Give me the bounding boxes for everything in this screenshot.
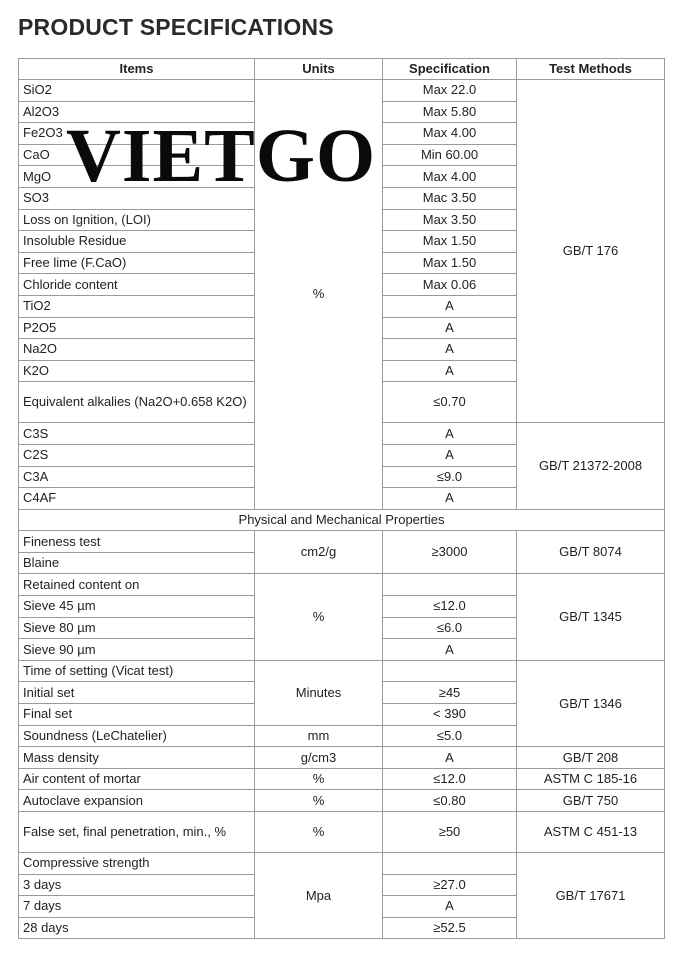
vietgo-watermark: VIETGO (66, 114, 377, 198)
item-cell: P2O5 (19, 317, 255, 339)
spec-cell: ≥45 (383, 682, 517, 704)
item-cell: Compressive strength (19, 853, 255, 875)
method-cell: GB/T 750 (517, 790, 665, 812)
spec-cell: Max 4.00 (383, 166, 517, 188)
spec-cell: ≤9.0 (383, 466, 517, 488)
table-row (19, 853, 665, 875)
item-cell: CaO (19, 144, 255, 166)
unit-cell: cm2/g (255, 531, 383, 574)
spec-cell: A (383, 488, 517, 510)
spec-cell: A (383, 747, 517, 769)
method-cell: GB/T 17671 (517, 853, 665, 939)
method-cell: GB/T 176 (517, 80, 665, 423)
spec-cell: A (383, 896, 517, 918)
spec-cell (383, 574, 517, 596)
spec-cell: < 390 (383, 704, 517, 726)
item-cell: 7 days (19, 896, 255, 918)
method-cell: GB/T 21372-2008 (517, 423, 665, 509)
spec-cell (383, 660, 517, 682)
spec-cell: A (383, 295, 517, 317)
item-cell: Initial set (19, 682, 255, 704)
item-cell: Soundness (LeChatelier) (19, 725, 255, 747)
item-cell: Sieve 90 µm (19, 639, 255, 661)
item-cell: SiO2 (19, 80, 255, 102)
unit-cell: mm (255, 725, 383, 747)
table-row (19, 812, 665, 853)
spec-cell: ≤5.0 (383, 725, 517, 747)
method-cell: ASTM C 185-16 (517, 768, 665, 790)
header-row (19, 59, 665, 80)
spec-cell: ≤12.0 (383, 768, 517, 790)
unit-cell: % (255, 80, 383, 510)
spec-cell: A (383, 317, 517, 339)
item-cell: Air content of mortar (19, 768, 255, 790)
section-title: Physical and Mechanical Properties (19, 509, 665, 531)
spec-cell: ≤6.0 (383, 617, 517, 639)
header-items: Items (19, 59, 255, 80)
item-cell: Time of setting (Vicat test) (19, 660, 255, 682)
spec-cell: Max 1.50 (383, 231, 517, 253)
spec-cell: ≥52.5 (383, 917, 517, 939)
item-cell: False set, final penetration, min., % (19, 812, 255, 853)
method-cell: ASTM C 451-13 (517, 812, 665, 853)
item-cell: Retained content on (19, 574, 255, 596)
method-cell: GB/T 8074 (517, 531, 665, 574)
item-cell: Loss on Ignition, (LOI) (19, 209, 255, 231)
item-cell: Sieve 45 µm (19, 596, 255, 618)
header-units: Units (255, 59, 383, 80)
unit-cell: Mpa (255, 853, 383, 939)
item-cell: TiO2 (19, 295, 255, 317)
item-cell: C3S (19, 423, 255, 445)
spec-cell: Max 4.00 (383, 123, 517, 145)
table-row (19, 80, 665, 102)
table-row (19, 531, 665, 553)
table-row (19, 574, 665, 596)
spec-cell: A (383, 423, 517, 445)
table-row (19, 768, 665, 790)
item-cell: Equivalent alkalies (Na2O+0.658 K2O) (19, 382, 255, 423)
spec-cell: Max 3.50 (383, 209, 517, 231)
method-cell: GB/T 1346 (517, 660, 665, 746)
item-cell: Autoclave expansion (19, 790, 255, 812)
spec-cell: A (383, 444, 517, 466)
spec-cell: ≥50 (383, 812, 517, 853)
table-row (19, 790, 665, 812)
unit-cell: % (255, 812, 383, 853)
item-cell: Fe2O3 (19, 123, 255, 145)
spec-cell: ≤12.0 (383, 596, 517, 618)
item-cell: C2S (19, 444, 255, 466)
item-cell: Fineness test (19, 531, 255, 553)
item-cell: K2O (19, 360, 255, 382)
spec-cell: A (383, 639, 517, 661)
spec-cell: A (383, 339, 517, 361)
spec-cell: ≥3000 (383, 531, 517, 574)
method-cell: GB/T 1345 (517, 574, 665, 660)
item-cell: C3A (19, 466, 255, 488)
unit-cell: Minutes (255, 660, 383, 725)
item-cell: SO3 (19, 187, 255, 209)
method-cell: GB/T 208 (517, 747, 665, 769)
specifications-table (18, 58, 665, 939)
section-row (19, 509, 665, 531)
header-test-methods: Test Methods (517, 59, 665, 80)
table-row (19, 660, 665, 682)
item-cell: Final set (19, 704, 255, 726)
spec-cell: ≥27.0 (383, 874, 517, 896)
spec-cell (383, 853, 517, 875)
spec-cell: Max 22.0 (383, 80, 517, 102)
item-cell: Sieve 80 µm (19, 617, 255, 639)
table-row (19, 747, 665, 769)
unit-cell: % (255, 768, 383, 790)
page-title: PRODUCT SPECIFICATIONS (18, 14, 334, 40)
spec-cell: ≤0.80 (383, 790, 517, 812)
spec-cell: Mac 3.50 (383, 187, 517, 209)
item-cell: Insoluble Residue (19, 231, 255, 253)
spec-cell: Max 0.06 (383, 274, 517, 296)
unit-cell: % (255, 790, 383, 812)
item-cell: 3 days (19, 874, 255, 896)
item-cell: MgO (19, 166, 255, 188)
item-cell: Chloride content (19, 274, 255, 296)
item-cell: Mass density (19, 747, 255, 769)
spec-cell: Min 60.00 (383, 144, 517, 166)
unit-cell: g/cm3 (255, 747, 383, 769)
item-cell: Na2O (19, 339, 255, 361)
spec-cell: Max 1.50 (383, 252, 517, 274)
unit-cell: % (255, 574, 383, 660)
item-cell: 28 days (19, 917, 255, 939)
item-cell: C4AF (19, 488, 255, 510)
item-cell: Al2O3 (19, 101, 255, 123)
spec-cell: A (383, 360, 517, 382)
spec-cell: Max 5.80 (383, 101, 517, 123)
item-cell: Blaine (19, 552, 255, 574)
spec-cell: ≤0.70 (383, 382, 517, 423)
item-cell: Free lime (F.CaO) (19, 252, 255, 274)
header-specification: Specification (383, 59, 517, 80)
